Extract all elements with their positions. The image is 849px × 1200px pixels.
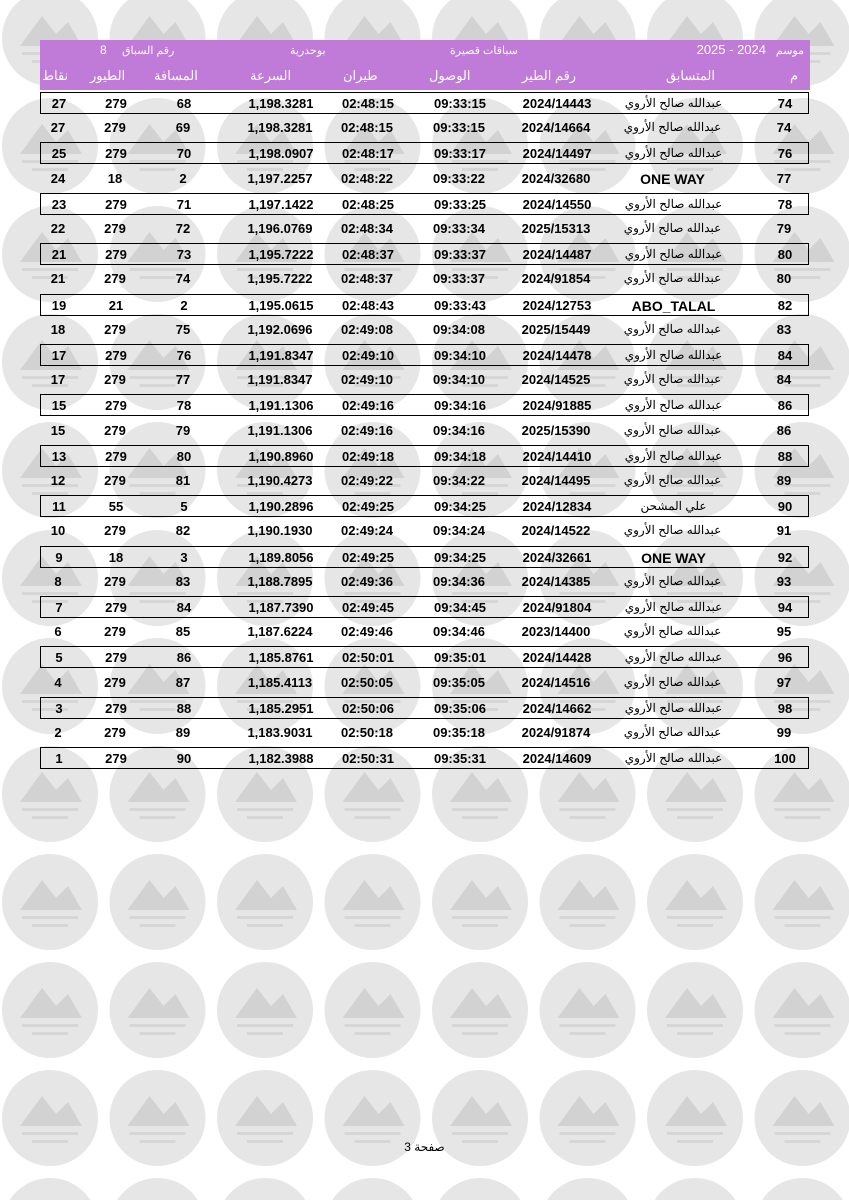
flight-cell: 02:49:22 <box>340 473 394 488</box>
speed-cell: 1,190.8960 <box>248 448 314 464</box>
points-cell: 19 <box>51 297 67 313</box>
table-row <box>40 596 809 618</box>
points-cell: 22 <box>50 221 66 236</box>
flight-cell: 02:50:06 <box>341 700 395 716</box>
table-row <box>40 193 809 215</box>
ring-cell: 2024/14522 <box>521 523 591 539</box>
ring-cell: 2024/14487 <box>522 247 592 263</box>
arrival-cell: 09:33:25 <box>433 196 487 212</box>
distance-cell: 3 <box>180 549 188 565</box>
rank-cell: 74 <box>776 120 792 136</box>
racer-cell: عبدالله صالح الأروي <box>624 600 723 614</box>
birds-cell: 279 <box>104 120 126 136</box>
distance-cell: 85 <box>175 624 191 640</box>
points-cell: 3 <box>55 700 63 716</box>
flight-cell: 02:49:16 <box>340 422 394 438</box>
table-row <box>40 369 809 391</box>
arrival-cell: 09:33:34 <box>432 221 486 236</box>
flight-cell: 02:48:37 <box>340 271 394 287</box>
ring-cell: 2024/14516 <box>521 674 591 690</box>
arrival-cell: 09:34:16 <box>433 398 487 414</box>
points-cell: 24 <box>50 170 66 186</box>
speed-cell: 1,195.7222 <box>248 247 314 263</box>
points-cell: 1 <box>55 751 63 767</box>
birds-cell: 279 <box>104 473 126 488</box>
arrival-cell: 09:34:45 <box>433 600 487 615</box>
speed-cell: 1,197.2257 <box>247 170 313 186</box>
points-cell: 27 <box>50 120 66 136</box>
points-cell: 15 <box>50 422 66 438</box>
racer-cell: عبدالله صالح الأروي <box>624 196 723 211</box>
ring-cell: 2024/14478 <box>522 348 592 363</box>
season-label: موسم <box>775 45 804 57</box>
speed-cell: 1,191.1306 <box>248 398 314 414</box>
rank-cell: 96 <box>777 650 793 666</box>
birds-cell: 279 <box>104 422 126 438</box>
arrival-cell: 09:34:46 <box>432 624 486 640</box>
racer-cell: عبدالله صالح الأروي <box>623 321 722 336</box>
birds-cell: 279 <box>105 398 127 414</box>
points-cell: 25 <box>51 146 67 162</box>
points-cell: 4 <box>54 674 62 690</box>
birds-cell: 279 <box>105 650 127 666</box>
arrival-cell: 09:34:25 <box>433 549 487 565</box>
flight-cell: 02:48:43 <box>341 297 395 313</box>
speed-cell: 1,198.3281 <box>247 120 313 136</box>
rank-cell: 83 <box>776 321 792 337</box>
rank-cell: 97 <box>776 674 792 690</box>
rank-cell: 93 <box>776 573 792 589</box>
arrival-cell: 09:34:24 <box>432 523 486 539</box>
rank-cell: 86 <box>776 422 792 438</box>
table-row <box>40 520 809 542</box>
table-row <box>40 268 809 290</box>
birds-cell: 279 <box>105 247 127 263</box>
race-number-label: رقم السباق <box>122 45 175 57</box>
birds-cell: 279 <box>104 372 126 388</box>
rank-cell: 86 <box>777 398 793 414</box>
table-row <box>40 394 809 416</box>
flight-cell: 02:48:15 <box>341 96 395 111</box>
race-location: بوحدرية <box>290 45 326 57</box>
birds-cell: 279 <box>104 674 126 690</box>
birds-cell: 279 <box>105 348 127 363</box>
arrival-cell: 09:33:17 <box>433 146 487 162</box>
distance-cell: 73 <box>176 247 192 263</box>
table-row <box>40 646 809 668</box>
ring-cell: 2024/14443 <box>522 96 592 111</box>
ring-cell: 2025/15390 <box>521 422 591 438</box>
flight-cell: 02:49:08 <box>340 321 394 337</box>
flight-cell: 02:50:18 <box>340 725 394 740</box>
birds-cell: 279 <box>104 624 126 640</box>
speed-cell: 1,190.4273 <box>247 473 313 488</box>
ring-cell: 2024/91854 <box>521 271 591 287</box>
points-cell: 21 <box>51 247 67 263</box>
flight-cell: 02:48:34 <box>340 221 394 236</box>
flight-cell: 02:49:45 <box>341 600 395 615</box>
distance-cell: 80 <box>176 448 192 464</box>
table-row <box>40 218 809 240</box>
birds-cell: 279 <box>105 751 127 767</box>
distance-cell: 72 <box>175 221 191 236</box>
table-row <box>40 117 809 139</box>
distance-cell: 89 <box>175 725 191 740</box>
col-speed: السرعة <box>250 68 292 83</box>
points-cell: 18 <box>50 321 66 337</box>
racer-cell: عبدالله صالح الأروي <box>623 473 722 487</box>
col-flight: طيران <box>343 68 378 83</box>
ring-cell: 2024/14495 <box>521 473 591 488</box>
col-points: نقاط <box>42 68 69 83</box>
birds-cell: 279 <box>104 321 126 337</box>
rank-cell: 91 <box>776 523 792 539</box>
col-arrival: الوصول <box>429 68 471 83</box>
flight-cell: 02:49:25 <box>341 499 395 515</box>
column-header-row <box>40 62 810 90</box>
birds-cell: 18 <box>107 170 123 186</box>
rank-cell: 95 <box>776 624 792 640</box>
table-row <box>40 168 809 190</box>
distance-cell: 81 <box>175 473 191 488</box>
points-cell: 8 <box>54 573 62 589</box>
flight-cell: 02:49:25 <box>341 549 395 565</box>
speed-cell: 1,190.1930 <box>247 523 313 539</box>
racer-cell: عبدالله صالح الأروي <box>623 573 722 588</box>
racer-cell: عبدالله صالح الأروي <box>623 523 722 538</box>
rank-cell: 89 <box>776 473 792 488</box>
speed-cell: 1,195.7222 <box>247 271 313 287</box>
ring-cell: 2024/14497 <box>522 146 592 162</box>
col-rank: م <box>789 68 798 83</box>
flight-cell: 02:50:01 <box>341 650 395 666</box>
points-cell: 13 <box>51 448 67 464</box>
racer-cell: عبدالله صالح الأروي <box>624 650 723 665</box>
speed-cell: 1,196.0769 <box>247 221 313 236</box>
speed-cell: 1,191.8347 <box>248 348 314 363</box>
racer-cell: ONE WAY <box>641 549 706 566</box>
racer-cell: علي المشحن <box>640 499 707 514</box>
birds-cell: 279 <box>105 448 127 464</box>
speed-cell: 1,188.7895 <box>247 573 313 589</box>
racer-cell: ONE WAY <box>640 170 705 187</box>
flight-cell: 02:50:05 <box>340 674 394 690</box>
ring-cell: 2024/12753 <box>522 297 592 313</box>
arrival-cell: 09:34:22 <box>432 473 486 488</box>
arrival-cell: 09:33:15 <box>432 120 486 136</box>
race-number: 8 <box>100 43 107 57</box>
racer-cell: عبدالله صالح الأروي <box>624 96 723 110</box>
points-cell: 27 <box>51 96 67 111</box>
col-racer: المتسابق <box>665 68 715 83</box>
distance-cell: 88 <box>176 700 192 716</box>
rank-cell: 80 <box>777 247 793 263</box>
speed-cell: 1,187.7390 <box>248 600 314 615</box>
table-row <box>40 142 809 164</box>
distance-cell: 78 <box>176 398 192 414</box>
distance-cell: 83 <box>175 573 191 589</box>
arrival-cell: 09:35:18 <box>432 725 486 740</box>
rank-cell: 84 <box>776 372 792 388</box>
page-number: صفحة 3 <box>404 1140 445 1154</box>
arrival-cell: 09:33:37 <box>432 271 486 287</box>
racer-cell: عبدالله صالح الأروي <box>624 700 723 715</box>
ring-cell: 2024/14609 <box>522 751 592 767</box>
distance-cell: 2 <box>180 297 188 313</box>
ring-cell: 2024/91885 <box>522 398 592 414</box>
points-cell: 7 <box>55 600 63 615</box>
points-cell: 15 <box>51 398 67 414</box>
rank-cell: 99 <box>776 725 792 740</box>
points-cell: 12 <box>50 473 66 488</box>
distance-cell: 69 <box>175 120 191 136</box>
racer-cell: عبدالله صالح الأروي <box>623 271 722 286</box>
speed-cell: 1,195.0615 <box>248 297 314 313</box>
flight-cell: 02:49:24 <box>340 523 394 539</box>
birds-cell: 279 <box>104 725 126 740</box>
table-row <box>40 747 809 769</box>
distance-cell: 68 <box>176 96 192 111</box>
speed-cell: 1,182.3988 <box>248 751 314 767</box>
flight-cell: 02:49:16 <box>341 398 395 414</box>
speed-cell: 1,198.3281 <box>248 96 314 111</box>
col-ring: رقم الطير <box>522 68 577 83</box>
speed-cell: 1,192.0696 <box>247 321 313 337</box>
ring-cell: 2024/14385 <box>521 573 591 589</box>
table-row <box>40 672 809 694</box>
table-row <box>40 344 809 366</box>
flight-cell: 02:50:31 <box>341 751 395 767</box>
birds-cell: 279 <box>105 600 127 615</box>
table-row <box>40 546 809 568</box>
rank-cell: 74 <box>777 96 793 111</box>
ring-cell: 2024/32680 <box>521 170 591 186</box>
rank-cell: 90 <box>777 499 793 515</box>
speed-cell: 1,187.6224 <box>247 624 313 640</box>
speed-cell: 1,185.4113 <box>247 674 313 690</box>
birds-cell: 279 <box>104 271 126 287</box>
distance-cell: 76 <box>176 348 192 363</box>
flight-cell: 02:49:10 <box>341 348 395 363</box>
ring-cell: 2024/14410 <box>522 448 592 464</box>
rank-cell: 98 <box>777 700 793 716</box>
racer-cell: عبدالله صالح الأروي <box>624 348 723 362</box>
birds-cell: 279 <box>105 700 127 716</box>
rank-cell: 94 <box>777 600 793 615</box>
arrival-cell: 09:34:16 <box>432 422 486 438</box>
table-row <box>40 243 809 265</box>
birds-cell: 279 <box>104 573 126 589</box>
racer-cell: عبدالله صالح الأروي <box>624 398 723 413</box>
points-cell: 17 <box>50 372 66 388</box>
points-cell: 9 <box>55 549 63 565</box>
distance-cell: 74 <box>175 271 191 287</box>
birds-cell: 18 <box>108 549 124 565</box>
racer-cell: عبدالله صالح الأروي <box>624 247 723 262</box>
ring-cell: 2023/14400 <box>521 624 591 640</box>
flight-cell: 02:48:17 <box>341 146 395 162</box>
table-row <box>40 294 809 316</box>
flight-cell: 02:48:15 <box>340 120 394 136</box>
table-row <box>40 621 809 643</box>
birds-cell: 279 <box>105 96 127 111</box>
speed-cell: 1,183.9031 <box>247 725 313 740</box>
distance-cell: 5 <box>180 499 188 515</box>
ring-cell: 2024/91874 <box>521 725 591 740</box>
racer-cell: عبدالله صالح الأروي <box>624 448 723 463</box>
rank-cell: 82 <box>777 297 793 313</box>
points-cell: 21 <box>50 271 66 287</box>
arrival-cell: 09:35:06 <box>433 700 487 716</box>
table-row <box>40 722 809 744</box>
racer-cell: عبدالله صالح الأروي <box>623 221 722 235</box>
distance-cell: 70 <box>176 146 192 162</box>
points-cell: 23 <box>51 196 67 212</box>
racer-cell: عبدالله صالح الأروي <box>623 674 722 689</box>
table-row <box>40 697 809 719</box>
distance-cell: 2 <box>179 170 187 186</box>
arrival-cell: 09:34:10 <box>433 348 487 363</box>
ring-cell: 2024/14525 <box>521 372 591 388</box>
speed-cell: 1,191.1306 <box>247 422 313 438</box>
distance-cell: 86 <box>176 650 192 666</box>
ring-cell: 2024/32661 <box>522 549 592 565</box>
ring-cell: 2024/91804 <box>522 600 592 615</box>
col-distance: المسافة <box>154 68 198 83</box>
birds-cell: 55 <box>108 499 124 515</box>
racer-cell: ABO_TALAL <box>631 297 716 314</box>
points-cell: 10 <box>50 523 66 539</box>
speed-cell: 1,191.8347 <box>247 372 313 388</box>
season-value: 2025 - 2024 <box>696 42 766 57</box>
arrival-cell: 09:34:10 <box>432 372 486 388</box>
arrival-cell: 09:33:43 <box>433 297 487 313</box>
speed-cell: 1,198.0907 <box>248 146 314 162</box>
birds-cell: 279 <box>105 146 127 162</box>
rank-cell: 78 <box>777 196 793 212</box>
table-row <box>40 445 809 467</box>
arrival-cell: 09:34:18 <box>433 448 487 464</box>
table-row <box>40 420 809 442</box>
birds-cell: 279 <box>105 196 127 212</box>
arrival-cell: 09:33:37 <box>433 247 487 263</box>
ring-cell: 2024/14662 <box>522 700 592 716</box>
racer-cell: عبدالله صالح الأروي <box>624 751 723 766</box>
points-cell: 11 <box>52 499 66 515</box>
distance-cell: 90 <box>176 751 192 767</box>
arrival-cell: 09:35:05 <box>432 674 486 690</box>
racer-cell: عبدالله صالح الأروي <box>623 422 722 437</box>
rank-cell: 92 <box>777 549 793 565</box>
distance-cell: 87 <box>175 674 191 690</box>
flight-cell: 02:48:22 <box>340 170 394 186</box>
points-cell: 5 <box>55 650 63 666</box>
table-row <box>40 470 809 492</box>
rank-cell: 79 <box>776 221 792 236</box>
rank-cell: 84 <box>777 348 793 363</box>
distance-cell: 71 <box>176 196 192 212</box>
flight-cell: 02:49:18 <box>341 448 395 464</box>
arrival-cell: 09:35:01 <box>433 650 487 666</box>
distance-cell: 79 <box>175 422 191 438</box>
birds-cell: 279 <box>104 523 126 539</box>
ring-cell: 2025/15449 <box>521 321 591 337</box>
speed-cell: 1,190.2896 <box>248 499 314 515</box>
arrival-cell: 09:33:22 <box>432 170 486 186</box>
race-type: سباقات قصيرة <box>450 45 518 57</box>
flight-cell: 02:49:46 <box>340 624 394 640</box>
table-row <box>40 319 809 341</box>
ring-cell: 2024/12834 <box>522 499 592 515</box>
birds-cell: 279 <box>104 221 126 236</box>
rank-cell: 88 <box>777 448 793 464</box>
distance-cell: 82 <box>175 523 191 539</box>
flight-cell: 02:49:36 <box>340 573 394 589</box>
ring-cell: 2025/15313 <box>521 221 591 236</box>
speed-cell: 1,185.8761 <box>248 650 314 666</box>
arrival-cell: 09:35:31 <box>433 751 487 767</box>
rank-cell: 77 <box>776 170 792 186</box>
arrival-cell: 09:34:08 <box>432 321 486 337</box>
arrival-cell: 09:34:25 <box>433 499 487 515</box>
table-row <box>40 92 809 114</box>
points-cell: 2 <box>54 725 62 740</box>
flight-cell: 02:48:37 <box>341 247 395 263</box>
rank-cell: 80 <box>776 271 792 287</box>
rank-cell: 100 <box>774 751 796 767</box>
speed-cell: 1,197.1422 <box>248 196 314 212</box>
arrival-cell: 09:33:15 <box>433 96 487 111</box>
speed-cell: 1,189.8056 <box>248 549 314 565</box>
points-cell: 6 <box>54 624 62 640</box>
racer-cell: عبدالله صالح الأروي <box>623 372 722 387</box>
arrival-cell: 09:34:36 <box>432 573 486 589</box>
distance-cell: 77 <box>175 372 191 388</box>
rank-cell: 76 <box>777 146 793 162</box>
table-row <box>40 571 809 593</box>
table-row <box>40 495 809 517</box>
racer-cell: عبدالله صالح الأروي <box>623 725 722 739</box>
flight-cell: 02:48:25 <box>341 196 395 212</box>
flight-cell: 02:49:10 <box>340 372 394 388</box>
ring-cell: 2024/14428 <box>522 650 592 666</box>
ring-cell: 2024/14550 <box>522 196 592 212</box>
racer-cell: عبدالله صالح الأروي <box>623 624 722 639</box>
ring-cell: 2024/14664 <box>521 120 591 136</box>
racer-cell: عبدالله صالح الأروي <box>624 146 723 161</box>
speed-cell: 1,185.2951 <box>248 700 314 716</box>
birds-cell: 21 <box>108 297 124 313</box>
racer-cell: عبدالله صالح الأروي <box>623 120 722 135</box>
points-cell: 17 <box>51 348 67 363</box>
race-info-bar <box>40 40 810 62</box>
distance-cell: 75 <box>175 321 191 337</box>
col-birds: الطيور <box>90 68 126 83</box>
distance-cell: 84 <box>176 600 192 615</box>
